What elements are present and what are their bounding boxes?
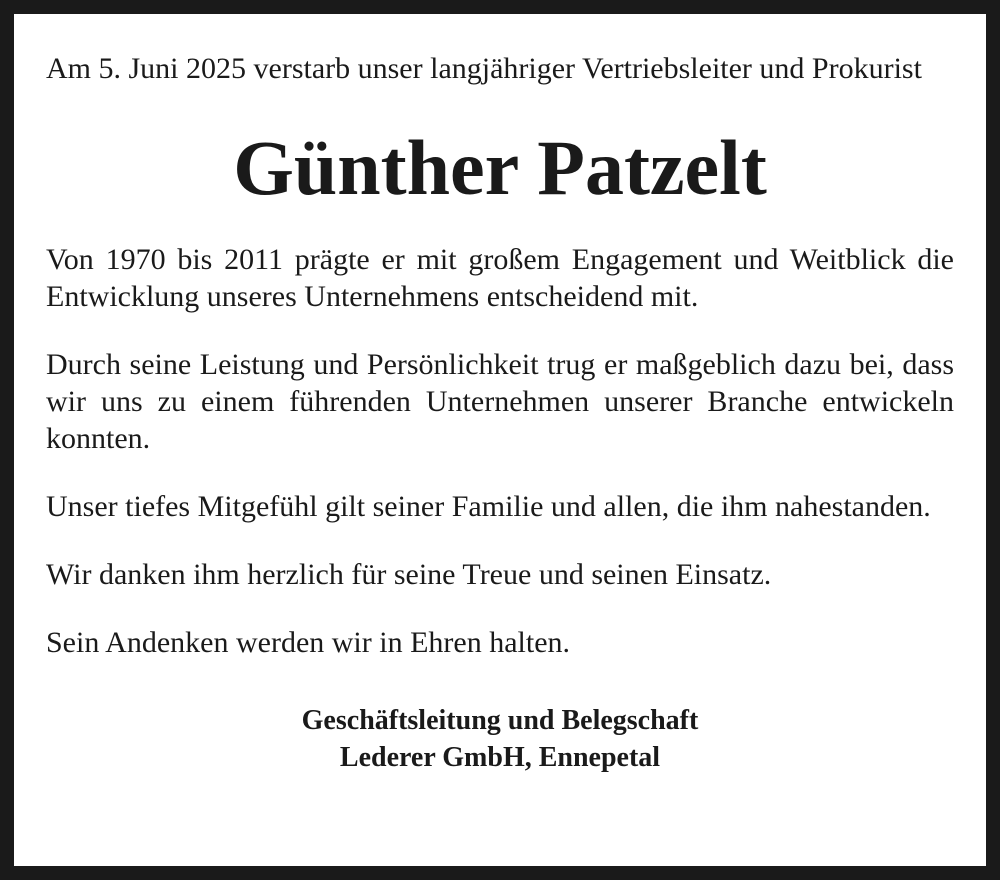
paragraph-thanks: Wir danken ihm herzlich für seine Treue und seinen Einsatz. [46, 558, 772, 591]
signature-line-management: Geschäftsleitung und Belegschaft [301, 705, 699, 736]
deceased-name: Günther Patzelt [233, 124, 767, 211]
paragraph-career: Von 1970 bis 2011 prägte er mit großem Engagement und Weitblick die Entwicklung unseres Unternehmens entscheidend mit. [46, 243, 954, 313]
intro-text: Am 5. Juni 2025 verstarb unser langjähriger Vertriebsleiter und Prokurist [46, 52, 922, 85]
paragraph-achievement: Durch seine Leistung und Persönlichkeit trug er maßgeblich dazu bei, dass wir uns zu einem führenden Unternehmen unserer Branche entwickeln konnten. [46, 348, 954, 455]
notice-content [46, 50, 954, 776]
signature-block [46, 702, 954, 776]
paragraph-condolence: Unser tiefes Mitgefühl gilt seiner Familie und allen, die ihm nahestanden. [46, 490, 931, 523]
signature-line-company: Lederer GmbH, Ennepetal [339, 742, 661, 773]
paragraph-remembrance: Sein Andenken werden wir in Ehren halten. [46, 626, 571, 659]
